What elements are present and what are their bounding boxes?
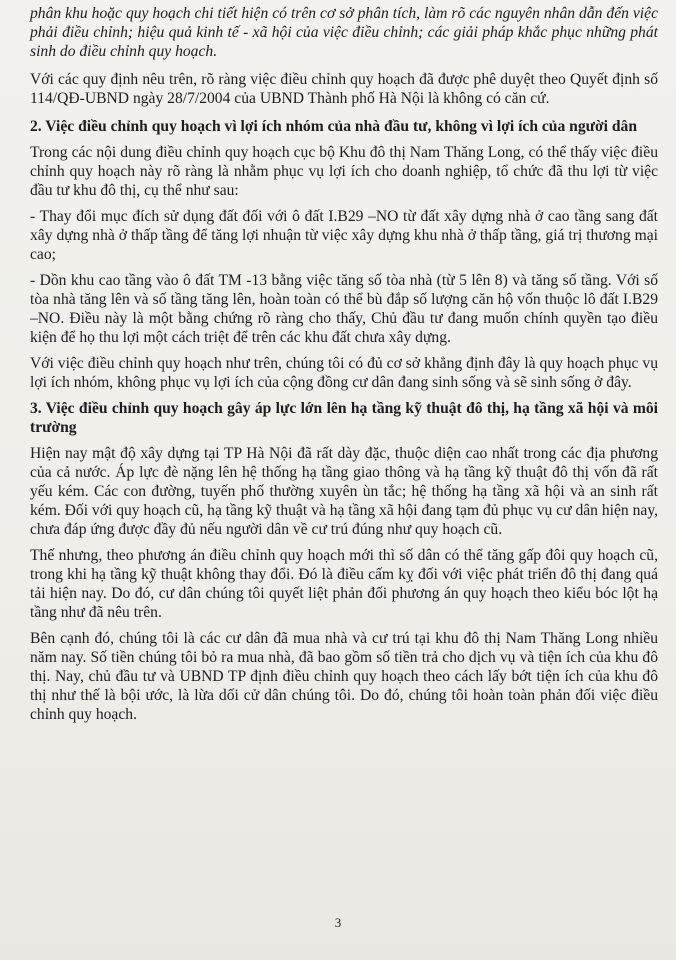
paragraph-bullet-2: - Dồn khu cao tầng vào ô đất TM -13 bằng việc tăng số tòa nhà (từ 5 lên 8) và tăng số tầng. Với số tòa nhà tăng lên và số tầng tăng lên, hoàn toàn có thể bù đắp số lượng căn hộ vốn thuộc lô đất I.B29 –NO. Điều này là một bằng chứng rõ ràng cho thấy, Chủ đầu tư đang muốn chính quyền tạo điều kiện để họ thu lợi một cách triệt để trên các khu đất chưa xây dựng. (30, 272, 658, 346)
paragraph-section2-conclusion: Với việc điều chỉnh quy hoạch như trên, chúng tôi có đủ cơ sở khẳng định đây là quy hoạch phục vụ lợi ích nhóm, không phục vụ lợi ích của cộng đồng cư dân đang sinh sống và sẽ sinh sống ở đây. (30, 355, 658, 391)
section-heading-2: 2. Việc điều chỉnh quy hoạch vì lợi ích nhóm của nhà đầu tư, không vì lợi ích của người dân (30, 118, 638, 135)
document-body (30, 4, 658, 724)
paragraph-bullet-1: - Thay đổi mục đích sử dụng đất đối với ô đất I.B29 –NO từ đất xây dựng nhà ở cao tầng sang đất xây dựng nhà ở thấp tầng để tăng lợi nhuận từ việc xây dựng khu nhà ở thấp tầng, giá trị thương mại cao; (30, 208, 658, 263)
paragraph-intro: phân khu hoặc quy hoạch chi tiết hiện có trên cơ sở phân tích, làm rõ các nguyên nhân dẫn đến việc phải điều chỉnh; hiệu quả kinh tế - xã hội của việc điều chỉnh; các giải pháp khắc phục những phát sinh do điều chỉnh quy hoạch. (30, 5, 658, 60)
paragraph-section2-intro: Trong các nội dung điều chỉnh quy hoạch cục bộ Khu đô thị Nam Thăng Long, có thể thấy việc điều chỉnh quy hoạch này rõ ràng là nhằm phục vụ lợi ích cho doanh nghiệp, tổ chức đã thu lợi từ việc đầu tư khu đô thị, cụ thể như sau: (30, 144, 658, 199)
paragraph-section3-2: Thế nhưng, theo phương án điều chỉnh quy hoạch mới thì số dân có thể tăng gấp đôi quy hoạch cũ, trong khi hạ tầng kỹ thuật không thay đổi. Đó là điều cấm kỵ đối với việc phát triển đô thị đang quá tải hiện nay. Do đó, cư dân chúng tôi quyết liệt phản đối phương án quy hoạch theo kiểu bóc lột hạ tầng như đã nêu trên. (30, 547, 658, 621)
paragraph-section3-3: Bên cạnh đó, chúng tôi là các cư dân đã mua nhà và cư trú tại khu đô thị Nam Thăng Long nhiều năm nay. Số tiền chúng tôi bỏ ra mua nhà, đã bao gồm số tiền trả cho dịch vụ và tiện ích của khu đô thị. Nay, chủ đầu tư và UBND TP định điều chỉnh quy hoạch theo cách lấy bớt tiện ích của khu đô thị như thế là bội ước, là lừa dối cử dân chúng tôi. Do đó, chúng tôi hoàn toàn phản đối việc điều chỉnh quy hoạch. (30, 630, 658, 723)
paragraph-section3-1: Hiện nay mật độ xây dựng tại TP Hà Nội đã rất dày đặc, thuộc diện cao nhất trong các địa phương của cả nước. Áp lực đè nặng lên hệ thống hạ tầng giao thông và hạ tầng kỹ thuật đô thị vốn đã rất yếu kém. Các con đường, tuyến phố thường xuyên ùn tắc; hệ thống hạ tầng xã hội và an sinh rất kém. Đối với quy hoạch cũ, hạ tầng kỹ thuật và hạ tầng xã hội đang tạm đủ phục vụ cư dân hiện nay, chưa đáp ứng được đầy đủ nếu người dân về cư trú đúng như quy hoạch cũ. (30, 445, 659, 538)
page-number: 3 (334, 915, 342, 930)
paragraph-conclusion-1: Với các quy định nêu trên, rõ ràng việc điều chỉnh quy hoạch đã được phê duyệt theo Quyết định số 114/QĐ-UBND ngày 28/7/2004 của UBND Thành phố Hà Nội là không có căn cứ. (30, 71, 658, 107)
section-heading-3: 3. Việc điều chỉnh quy hoạch gây áp lực lớn lên hạ tầng kỹ thuật đô thị, hạ tầng xã hội và môi trường (30, 400, 658, 436)
